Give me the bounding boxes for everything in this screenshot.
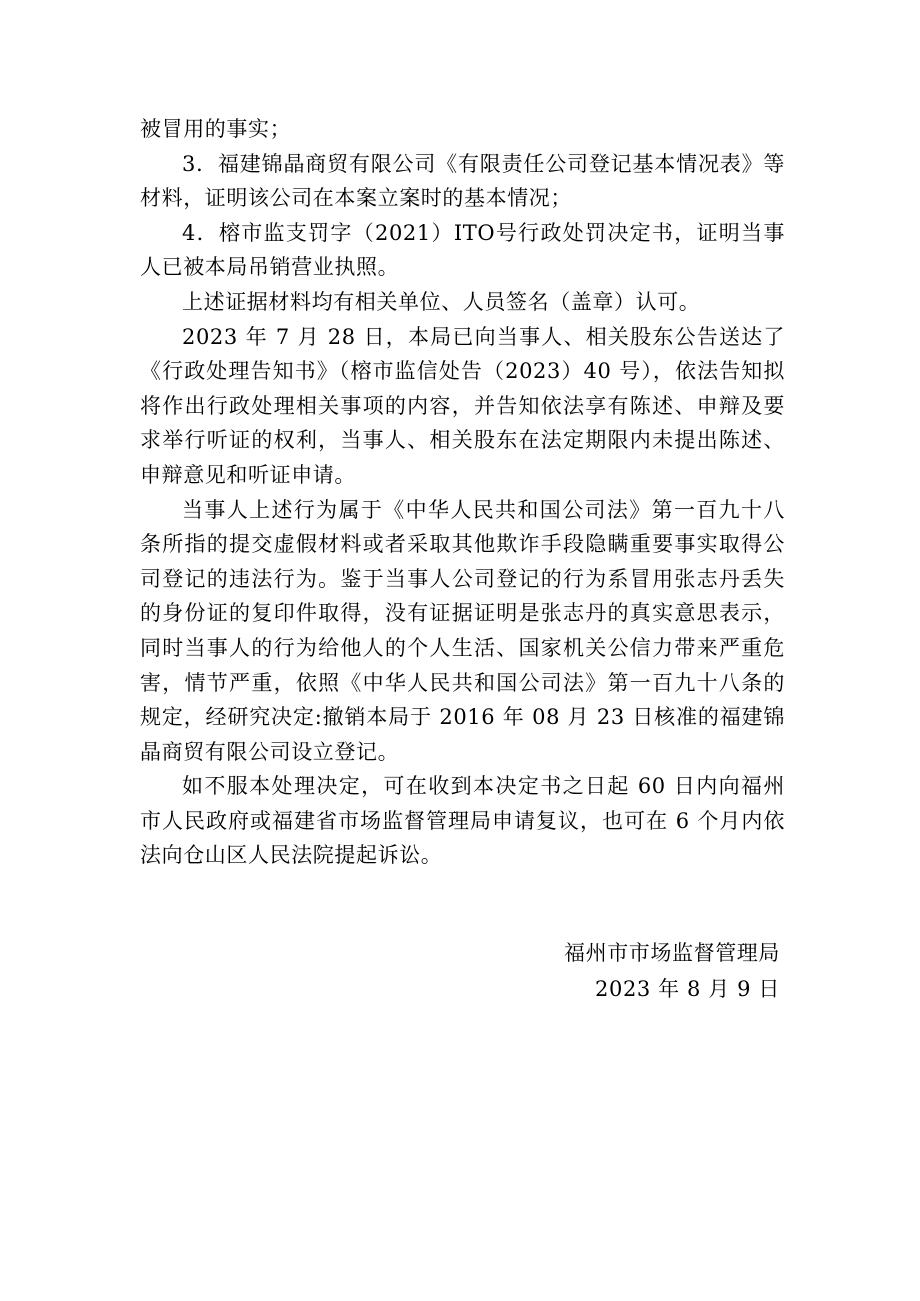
signature-block <box>564 935 780 1007</box>
paragraph-continuation: 被冒用的事实； <box>140 117 292 141</box>
issuing-authority: 福州市市场监督管理局 <box>564 941 780 965</box>
document-body <box>140 112 785 873</box>
paragraph-evidence-3: 3．福建锦晶商贸有限公司《有限责任公司登记基本情况表》等材料，证明该公司在本案立案时的基本情况； <box>140 151 785 211</box>
paragraph-evidence-confirmation: 上述证据材料均有相关单位、人员签名（盖章）认可。 <box>182 289 701 314</box>
paragraph-decision: 当事人上述行为属于《中华人民共和国公司法》第一百九十八条所指的提交虚假材料或者采取其他欺诈手段隐瞒重要事实取得公司登记的违法行为。鉴于当事人公司登记的行为系冒用张志丹丢失的身份证的复印件取得，没有证据证明是张志丹的真实意思表示，同时当事人的行为给他人的个人生活、国家机关公信力带来严重危害，情节严重，依照《中华人民共和国公司法》第一百九十八条的规定，经研究决定:撤销本局于 2016 年 08 月 23 日核准的福建锦晶商贸有限公司设立登记。 <box>140 497 785 764</box>
paragraph-appeal-rights: 如不服本处理决定，可在收到本决定书之日起 60 日内向福州市人民政府或福建省市场监督管理局申请复议，也可在 6 个月内依法向仓山区人民法院提起诉讼。 <box>140 774 785 868</box>
issue-date: 2023 年 8 月 9 日 <box>595 977 780 1001</box>
paragraph-notice-served: 2023 年 7 月 28 日，本局已向当事人、相关股东公告送达了《行政处理告知书》（榕市监信处告（2023）40 号），依法告知拟将作出行政处理相关事项的内容，并告知依法享有陈述、申辩及要求举行听证的权利，当事人、相关股东在法定期限内未提出陈述、申辩意见和听证申请。 <box>140 324 785 487</box>
paragraph-evidence-4: 4．榕市监支罚字（2021）ITO号行政处罚决定书，证明当事人已被本局吊销营业执照。 <box>140 220 785 280</box>
